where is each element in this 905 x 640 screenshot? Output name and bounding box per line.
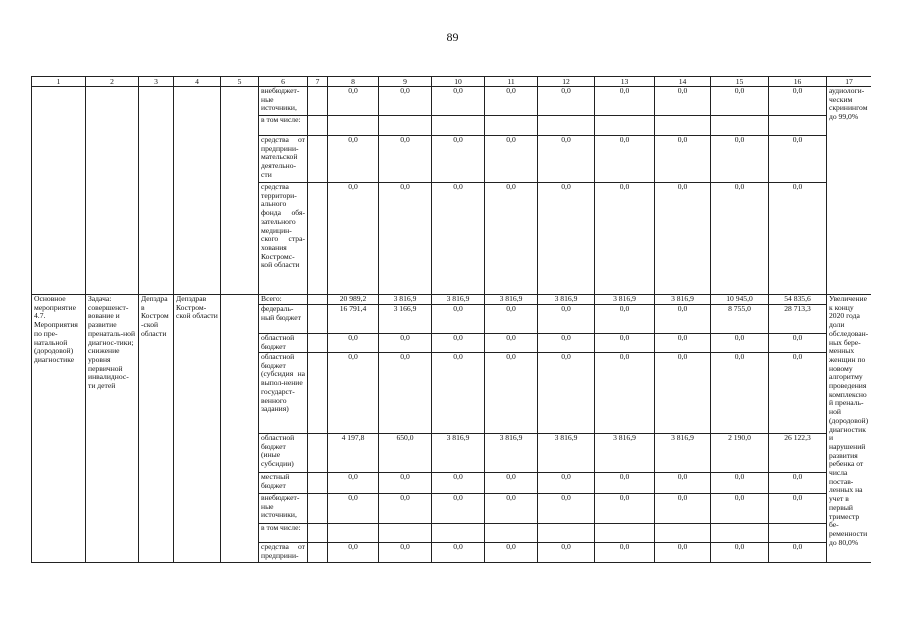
value-cell: 0,0 bbox=[432, 305, 485, 334]
value-cell: 0,0 bbox=[485, 136, 538, 183]
value-cell bbox=[655, 524, 711, 543]
empty-cell bbox=[308, 116, 328, 136]
value-cell: 0,0 bbox=[711, 183, 769, 295]
col-number: 14 bbox=[655, 77, 711, 87]
value-cell: 0,0 bbox=[432, 183, 485, 295]
value-cell: 0,0 bbox=[432, 87, 485, 116]
value-cell: 0,0 bbox=[485, 543, 538, 563]
value-cell: 0,0 bbox=[711, 353, 769, 434]
value-cell: 0,0 bbox=[655, 334, 711, 353]
value-cell: 0,0 bbox=[595, 334, 655, 353]
value-cell: 0,0 bbox=[595, 136, 655, 183]
empty-cell bbox=[86, 87, 139, 295]
funding-source: внебюджет-ные источники, bbox=[259, 87, 308, 116]
value-cell bbox=[485, 524, 538, 543]
value-cell: 0,0 bbox=[711, 473, 769, 494]
value-cell: 0,0 bbox=[655, 87, 711, 116]
value-cell: 0,0 bbox=[655, 543, 711, 563]
value-cell: 0,0 bbox=[485, 494, 538, 524]
value-cell: 0,0 bbox=[595, 353, 655, 434]
value-cell bbox=[328, 524, 379, 543]
value-cell: 3 816,9 bbox=[655, 295, 711, 305]
value-cell: 0,0 bbox=[538, 136, 595, 183]
value-cell: 0,0 bbox=[769, 473, 827, 494]
value-cell: 0,0 bbox=[538, 87, 595, 116]
funding-source: средства от предприни- bbox=[259, 543, 308, 563]
empty-cell bbox=[308, 434, 328, 473]
empty-cell bbox=[308, 353, 328, 434]
value-cell: 0,0 bbox=[655, 136, 711, 183]
value-cell: 0,0 bbox=[711, 136, 769, 183]
value-cell: 0,0 bbox=[379, 543, 432, 563]
value-cell: 0,0 bbox=[655, 183, 711, 295]
value-cell: 0,0 bbox=[485, 87, 538, 116]
value-cell: 0,0 bbox=[379, 473, 432, 494]
empty-cell bbox=[308, 494, 328, 524]
value-cell: 16 791,4 bbox=[328, 305, 379, 334]
value-cell: 3 816,9 bbox=[432, 434, 485, 473]
value-cell: 28 713,3 bbox=[769, 305, 827, 334]
value-cell: 0,0 bbox=[538, 494, 595, 524]
value-cell: 0,0 bbox=[328, 87, 379, 116]
value-cell: 0,0 bbox=[711, 334, 769, 353]
value-cell: 0,0 bbox=[328, 353, 379, 434]
value-cell bbox=[538, 116, 595, 136]
value-cell: 0,0 bbox=[379, 334, 432, 353]
value-cell: 0,0 bbox=[711, 494, 769, 524]
program-table bbox=[31, 76, 871, 569]
value-cell: 0,0 bbox=[655, 353, 711, 434]
value-cell: 8 755,0 bbox=[711, 305, 769, 334]
value-cell: 0,0 bbox=[432, 334, 485, 353]
value-cell bbox=[432, 524, 485, 543]
value-cell: 0,0 bbox=[538, 334, 595, 353]
table-row bbox=[32, 295, 872, 305]
value-cell: 3 816,9 bbox=[432, 295, 485, 305]
value-cell: 0,0 bbox=[328, 494, 379, 524]
value-cell: 0,0 bbox=[328, 136, 379, 183]
empty-cell bbox=[308, 305, 328, 334]
value-cell: 0,0 bbox=[538, 543, 595, 563]
value-cell: 650,0 bbox=[379, 434, 432, 473]
empty-cell bbox=[174, 87, 221, 295]
col-number: 13 bbox=[595, 77, 655, 87]
value-cell: 0,0 bbox=[595, 87, 655, 116]
value-cell: 0,0 bbox=[379, 136, 432, 183]
value-cell: 0,0 bbox=[538, 473, 595, 494]
funding-source: областной бюджет (иные субсидии) bbox=[259, 434, 308, 473]
value-cell: 0,0 bbox=[595, 305, 655, 334]
activity-title: Основное мероприятие 4.7. Мероприятия по пре-натальной (дородовой) диагностике bbox=[32, 295, 86, 563]
col-number: 4 bbox=[174, 77, 221, 87]
value-cell bbox=[595, 116, 655, 136]
value-cell: 3 816,9 bbox=[538, 295, 595, 305]
col-number: 15 bbox=[711, 77, 769, 87]
value-cell: 0,0 bbox=[769, 334, 827, 353]
col-number: 1 bbox=[32, 77, 86, 87]
funding-source: средства от предприни-мательской деятельно-сти bbox=[259, 136, 308, 183]
value-cell: 0,0 bbox=[711, 87, 769, 116]
table-row bbox=[32, 87, 872, 116]
value-cell: 0,0 bbox=[595, 473, 655, 494]
empty-cell bbox=[221, 87, 259, 295]
expected-result: аудиологи-ческим скринингом до 99,0% bbox=[827, 87, 872, 295]
value-cell: 26 122,3 bbox=[769, 434, 827, 473]
value-cell: 0,0 bbox=[432, 473, 485, 494]
col-number: 8 bbox=[328, 77, 379, 87]
funding-source: Всего: bbox=[259, 295, 308, 305]
value-cell: 0,0 bbox=[485, 334, 538, 353]
value-cell: 0,0 bbox=[432, 543, 485, 563]
value-cell: 0,0 bbox=[769, 87, 827, 116]
value-cell: 0,0 bbox=[328, 183, 379, 295]
value-cell bbox=[655, 116, 711, 136]
value-cell: 0,0 bbox=[538, 305, 595, 334]
value-cell bbox=[328, 116, 379, 136]
activity-coexecutor: Депздрав Костром-ской области bbox=[174, 295, 221, 563]
funding-source: средства территори-ального фонда обя-зательного медицин-ского стра-хования Костромс-кой области bbox=[259, 183, 308, 295]
value-cell: 0,0 bbox=[769, 543, 827, 563]
col-number: 2 bbox=[86, 77, 139, 87]
value-cell: 0,0 bbox=[379, 353, 432, 434]
value-cell: 0,0 bbox=[538, 183, 595, 295]
value-cell: 4 197,8 bbox=[328, 434, 379, 473]
value-cell bbox=[538, 524, 595, 543]
col-number: 7 bbox=[308, 77, 328, 87]
empty-cell bbox=[308, 295, 328, 305]
col-number: 9 bbox=[379, 77, 432, 87]
value-cell: 0,0 bbox=[655, 473, 711, 494]
value-cell: 3 816,9 bbox=[655, 434, 711, 473]
empty-cell bbox=[32, 87, 86, 295]
value-cell bbox=[711, 116, 769, 136]
col-number: 16 bbox=[769, 77, 827, 87]
value-cell: 0,0 bbox=[379, 87, 432, 116]
empty-cell bbox=[308, 136, 328, 183]
funding-source: областной бюджет bbox=[259, 334, 308, 353]
activity-executor: Депздрав Костром-ской области bbox=[139, 295, 174, 563]
value-cell: 0,0 bbox=[485, 353, 538, 434]
value-cell: 0,0 bbox=[432, 494, 485, 524]
expected-result: Увеличение к концу 2020 года доли обследован-ных бере-менных женщин по новому алгоритму проведения комплексной преналь-ной (дородовой) диагностики нарушений развития ребенка от числа постав-ленных на учет в первый триместр бе-ременности до 80,0% bbox=[827, 295, 872, 563]
value-cell: 0,0 bbox=[655, 494, 711, 524]
value-cell: 10 945,0 bbox=[711, 295, 769, 305]
empty-cell bbox=[308, 183, 328, 295]
value-cell: 0,0 bbox=[485, 305, 538, 334]
col-number: 12 bbox=[538, 77, 595, 87]
value-cell: 0,0 bbox=[595, 543, 655, 563]
value-cell: 3 166,9 bbox=[379, 305, 432, 334]
value-cell bbox=[379, 524, 432, 543]
empty-cell bbox=[308, 334, 328, 353]
empty-cell bbox=[308, 473, 328, 494]
value-cell: 0,0 bbox=[379, 183, 432, 295]
value-cell: 0,0 bbox=[538, 353, 595, 434]
value-cell: 3 816,9 bbox=[595, 434, 655, 473]
value-cell: 0,0 bbox=[328, 334, 379, 353]
empty-cell bbox=[308, 524, 328, 543]
value-cell: 3 816,9 bbox=[538, 434, 595, 473]
value-cell: 3 816,9 bbox=[595, 295, 655, 305]
value-cell: 0,0 bbox=[711, 543, 769, 563]
funding-source: федераль-ный бюджет bbox=[259, 305, 308, 334]
value-cell bbox=[432, 116, 485, 136]
value-cell: 0,0 bbox=[328, 543, 379, 563]
value-cell: 0,0 bbox=[769, 494, 827, 524]
value-cell bbox=[485, 116, 538, 136]
value-cell: 0,0 bbox=[485, 183, 538, 295]
empty-cell bbox=[139, 87, 174, 295]
col-number: 17 bbox=[827, 77, 872, 87]
value-cell: 0,0 bbox=[379, 494, 432, 524]
value-cell bbox=[769, 524, 827, 543]
value-cell: 3 816,9 bbox=[485, 295, 538, 305]
empty-cell bbox=[308, 543, 328, 563]
value-cell: 0,0 bbox=[769, 183, 827, 295]
value-cell bbox=[769, 116, 827, 136]
value-cell: 54 835,6 bbox=[769, 295, 827, 305]
value-cell: 20 989,2 bbox=[328, 295, 379, 305]
value-cell bbox=[711, 524, 769, 543]
value-cell: 0,0 bbox=[595, 494, 655, 524]
value-cell bbox=[379, 116, 432, 136]
col-number: 6 bbox=[259, 77, 308, 87]
value-cell: 0,0 bbox=[595, 183, 655, 295]
value-cell: 0,0 bbox=[432, 136, 485, 183]
empty-cell bbox=[308, 87, 328, 116]
value-cell: 0,0 bbox=[655, 305, 711, 334]
page-number: 89 bbox=[446, 30, 459, 44]
value-cell: 0,0 bbox=[328, 473, 379, 494]
funding-source: в том числе: bbox=[259, 524, 308, 543]
value-cell bbox=[595, 524, 655, 543]
col-number: 3 bbox=[139, 77, 174, 87]
value-cell: 3 816,9 bbox=[379, 295, 432, 305]
col-number: 11 bbox=[485, 77, 538, 87]
funding-source: в том числе: bbox=[259, 116, 308, 136]
column-number-row bbox=[32, 77, 872, 87]
funding-source: областной бюджет (субсидия на выпол-нение государст-венного задания) bbox=[259, 353, 308, 434]
value-cell: 0,0 bbox=[432, 353, 485, 434]
funding-source: местный бюджет bbox=[259, 473, 308, 494]
value-cell: 2 190,0 bbox=[711, 434, 769, 473]
activity-task: Задача: совершенст-вование и развитие пренаталь-ной диагнос-тики; снижение уровня первичной инвалиднос-ти детей bbox=[86, 295, 139, 563]
value-cell: 3 816,9 bbox=[485, 434, 538, 473]
col-number: 10 bbox=[432, 77, 485, 87]
value-cell: 0,0 bbox=[769, 353, 827, 434]
value-cell: 0,0 bbox=[485, 473, 538, 494]
activity-col5 bbox=[221, 295, 259, 563]
funding-source: внебюджет-ные источники, bbox=[259, 494, 308, 524]
value-cell: 0,0 bbox=[769, 136, 827, 183]
col-number: 5 bbox=[221, 77, 259, 87]
